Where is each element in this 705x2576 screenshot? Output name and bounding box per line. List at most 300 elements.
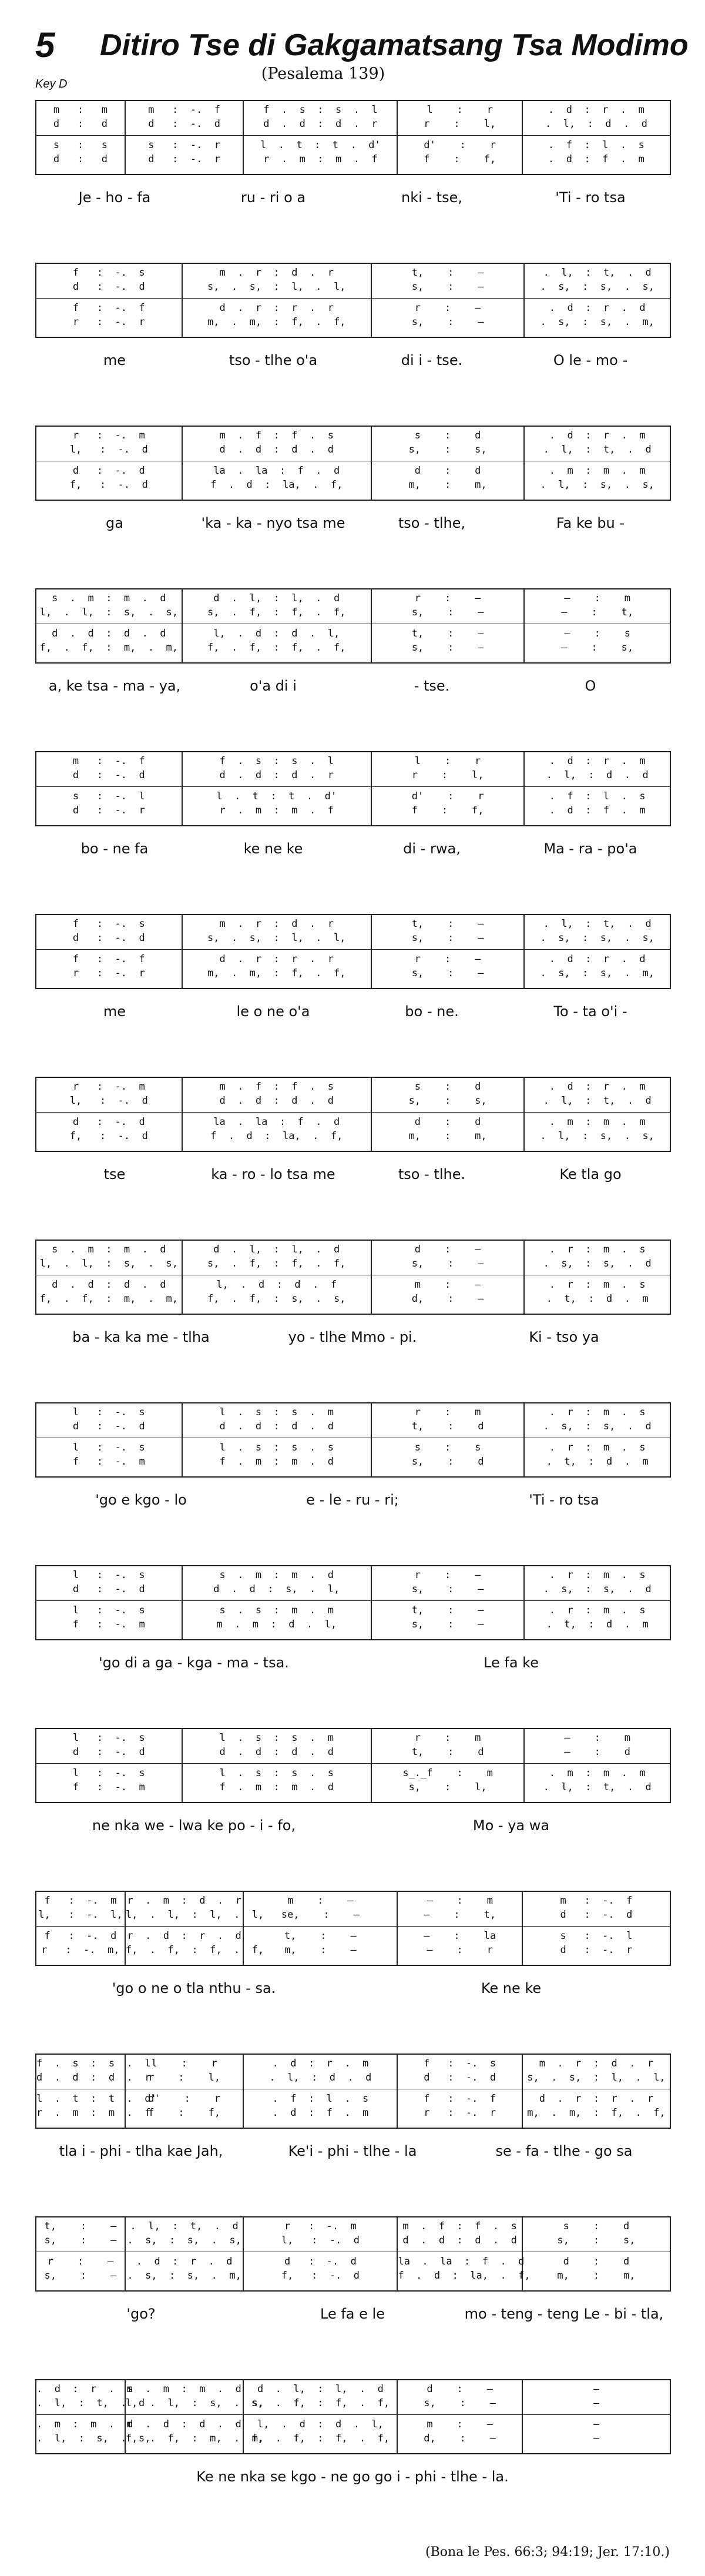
- voice-line: l : r: [151, 2058, 217, 2069]
- measure: [525, 427, 670, 500]
- voice-line: s, : s,: [557, 2235, 636, 2246]
- voice-line: . s, : s, . d: [543, 1421, 652, 1432]
- voice-line: d : -. d: [560, 1909, 633, 1921]
- voice-line: la . la : f . d: [213, 1116, 340, 1128]
- voice-line: s, . f, : f, . f,: [207, 1258, 346, 1269]
- voice-line: r : —: [414, 592, 481, 604]
- voice-line: m . f : f . s: [219, 1081, 334, 1093]
- measure: [36, 427, 183, 500]
- lyrics-line: [35, 1980, 670, 2004]
- voice-line: f . m : m . d: [219, 1781, 334, 1793]
- voice-line: s, : —: [411, 642, 484, 654]
- voice-line: . r : m . s: [549, 1442, 646, 1453]
- voice-line: d, : —: [411, 1293, 484, 1305]
- voice-line: . l, : t, . d: [543, 1781, 652, 1793]
- voice-line: s : -. l: [560, 1930, 633, 1942]
- lyric-fragment: 'go di a ga - kga - ma - tsa.: [99, 1654, 289, 1671]
- measure: [36, 2055, 157, 2128]
- staff-divider: [372, 1600, 524, 1601]
- voice-line: l . s : s . m: [219, 1406, 334, 1418]
- voice-line: f : -. m: [72, 1781, 145, 1793]
- voice-line: r : —: [47, 2256, 114, 2267]
- voice-line: d : d: [53, 153, 108, 165]
- hymn-header: [0, 0, 705, 94]
- voice-line: m, : m,: [557, 2270, 636, 2282]
- voice-line: s, : l,: [408, 1781, 487, 1793]
- voice-line: d : -. r: [148, 153, 221, 165]
- measure: [183, 427, 372, 500]
- staff-system: [35, 426, 671, 501]
- voice-line: . l, : t, . d: [543, 444, 652, 455]
- measure: [36, 1241, 183, 1314]
- measure: [372, 1078, 525, 1151]
- voice-line: —: [593, 2383, 600, 2395]
- measure: [125, 1892, 264, 1965]
- lyrics-line: [35, 1003, 670, 1027]
- voice-line: s, : —: [411, 932, 484, 944]
- voice-line: s, . s, : l, . l,: [207, 281, 346, 293]
- measure: [372, 1241, 525, 1314]
- lyric-fragment: le o ne o'a: [236, 1003, 310, 1020]
- measure: [525, 1078, 670, 1151]
- voice-line: d . d : d . r: [219, 769, 334, 781]
- measure: [398, 101, 522, 174]
- lyrics-line: [35, 515, 670, 538]
- voice-line: d : d: [414, 1116, 481, 1128]
- voice-line: s, : —: [424, 2397, 496, 2409]
- staff-divider: [36, 949, 182, 950]
- voice-line: t, : —: [411, 267, 484, 279]
- measure: [523, 1892, 670, 1965]
- voice-line: f, . f, : f, . f,: [125, 1944, 264, 1956]
- voice-line: . f : l . s: [272, 2093, 369, 2105]
- voice-line: . d : f . m: [548, 153, 644, 165]
- voice-line: . l, : t, . d: [543, 918, 652, 930]
- voice-line: r : l,: [411, 769, 484, 781]
- voice-line: d . d : d . d: [52, 1279, 166, 1291]
- staff-divider: [525, 1600, 670, 1601]
- voice-line: . d : r . d: [549, 953, 646, 965]
- lyric-fragment: 'ka - ka - nyo tsa me: [201, 515, 345, 531]
- staff-divider: [126, 2414, 243, 2415]
- lyrics-line: [35, 1817, 670, 1841]
- voice-line: d . d : d . d: [402, 2235, 517, 2246]
- lyric-fragment: 'go?: [126, 2306, 156, 2322]
- lyric-fragment: ba - ka ka me - tlha: [72, 1329, 210, 1345]
- voice-line: m : —: [414, 1279, 481, 1291]
- voice-line: f : -. d: [44, 1930, 117, 1942]
- voice-line: s, : —: [411, 1258, 484, 1269]
- voice-line: d : -. d: [72, 1583, 145, 1595]
- measure: [398, 2380, 522, 2453]
- voice-line: d' : r: [424, 139, 496, 151]
- voice-line: la . la : f . d: [213, 465, 340, 477]
- score-section: [35, 1077, 670, 1240]
- lyric-fragment: Je - ho - fa: [78, 189, 151, 206]
- lyric-fragment: me: [103, 352, 126, 369]
- staff-divider: [372, 1112, 524, 1113]
- voice-line: . d : r . m: [36, 2383, 133, 2395]
- staff-divider: [523, 2414, 670, 2415]
- staff-system: [35, 1565, 671, 1640]
- voice-line: . s, : s, . d: [543, 1258, 652, 1269]
- measure: [372, 1403, 525, 1476]
- voice-line: f : f,: [411, 805, 484, 816]
- measure: [398, 2217, 531, 2290]
- voice-line: . t, : d . m: [546, 1456, 649, 1468]
- measure: [372, 427, 525, 500]
- measure: [372, 1566, 525, 1639]
- voice-line: r . m : m . f: [36, 2107, 151, 2119]
- score-section: [35, 100, 670, 263]
- voice-line: l . s : s . s: [219, 1442, 334, 1453]
- voice-line: — : r: [427, 1944, 493, 1956]
- measure: [372, 752, 525, 825]
- staff-divider: [183, 298, 371, 299]
- voice-line: d : -. r: [72, 805, 145, 816]
- voice-line: r : -. r: [72, 967, 145, 979]
- staff-system: [35, 914, 671, 989]
- score-section: [35, 588, 670, 751]
- measure: [183, 1566, 372, 1639]
- score-section: [35, 914, 670, 1077]
- voice-line: d : -. d: [284, 2256, 357, 2267]
- lyric-fragment: Ki - tso ya: [529, 1329, 599, 1345]
- lyrics-line: [35, 2143, 670, 2166]
- hymn-subtitle: (Pesalema 139): [261, 65, 385, 83]
- lyric-fragment: mo - teng - teng Le - bi - tla,: [464, 2306, 664, 2322]
- score-section: [35, 751, 670, 914]
- measure: [523, 2380, 670, 2453]
- voice-line: l : -. s: [72, 1569, 145, 1581]
- voice-line: s, : d: [411, 1456, 484, 1468]
- voice-line: — : la: [424, 1930, 496, 1942]
- voice-line: d . d : d . d: [127, 2418, 241, 2430]
- measure: [398, 2055, 522, 2128]
- score-section: [35, 2054, 670, 2216]
- score-section: [35, 263, 670, 426]
- voice-line: . r : m . s: [549, 1569, 646, 1581]
- voice-line: f, . f, : s, . s,: [207, 1293, 346, 1305]
- scripture-reference: (Bona le Pes. 66:3; 94:19; Jer. 17:10.): [425, 2545, 670, 2560]
- measure: [183, 589, 372, 662]
- voice-line: d : d: [414, 465, 481, 477]
- voice-line: s, : s,: [408, 444, 487, 455]
- voice-line: l . t : t . d': [260, 139, 381, 151]
- lyric-fragment: 'Ti - ro tsa: [529, 1492, 599, 1508]
- staff-system: [35, 588, 671, 664]
- lyric-fragment: 'go e kgo - lo: [95, 1492, 187, 1508]
- staff-divider: [183, 1600, 371, 1601]
- voice-line: m, : m,: [408, 1130, 487, 1142]
- voice-line: l : -. s: [72, 1767, 145, 1779]
- staff-divider: [126, 1926, 243, 1927]
- staff-divider: [126, 135, 243, 136]
- voice-line: f, . f, : m, . m,: [39, 1293, 179, 1305]
- measure: [183, 752, 372, 825]
- voice-line: . f : l . s: [548, 139, 644, 151]
- voice-line: f . s : s . l: [36, 2058, 151, 2069]
- voice-line: . s, : s, . m,: [540, 967, 654, 979]
- measure: [372, 264, 525, 337]
- voice-line: f . d : la, . f,: [210, 479, 343, 491]
- lyrics-line: [35, 1654, 670, 1678]
- measure: [525, 915, 670, 988]
- staff-divider: [525, 1112, 670, 1113]
- measure: [183, 1729, 372, 1802]
- lyrics-line: [35, 1492, 670, 1515]
- measure: [523, 101, 670, 174]
- voice-line: l, . d : d . l,: [213, 628, 340, 639]
- voice-line: . s, : s, . m,: [540, 316, 654, 328]
- lyric-fragment: a, ke tsa - ma - ya,: [48, 678, 181, 694]
- voice-line: f . d : la, . f,: [398, 2270, 531, 2282]
- voice-line: . s, : s, . m,: [127, 2270, 241, 2282]
- voice-line: . l, : t, . d: [130, 2220, 239, 2232]
- measure: [244, 101, 398, 174]
- staff-divider: [372, 1763, 524, 1764]
- voice-line: d . r : r . r: [539, 2093, 654, 2105]
- voice-line: l . t : t . d': [216, 790, 337, 802]
- voice-line: s . m : m . d: [52, 1244, 166, 1255]
- voice-line: s, : —: [44, 2235, 117, 2246]
- measure: [36, 1078, 183, 1151]
- voice-line: s_._f : m: [402, 1767, 493, 1779]
- voice-line: —: [593, 2418, 600, 2430]
- lyric-fragment: Ke'i - phi - tlhe - la: [288, 2143, 417, 2159]
- voice-line: r . m : m . f: [219, 805, 334, 816]
- voice-line: m, . m, : f, . f,: [207, 316, 346, 328]
- lyric-fragment: O: [585, 678, 596, 694]
- measure: [525, 1403, 670, 1476]
- voice-line: la . la : f . d: [398, 2256, 525, 2267]
- voice-line: s . s : m . m: [219, 1604, 334, 1616]
- voice-line: l : r: [414, 755, 481, 767]
- voice-line: t, : d: [411, 1421, 484, 1432]
- voice-line: d' : r: [411, 790, 484, 802]
- voice-line: s, : —: [411, 316, 484, 328]
- measure: [183, 1241, 372, 1314]
- voice-line: t, : —: [284, 1930, 357, 1942]
- voice-line: l : -. s: [72, 1604, 145, 1616]
- score-section: [35, 2379, 670, 2542]
- voice-line: — : t,: [424, 1909, 496, 1921]
- voice-line: d : -. r: [560, 1944, 633, 1956]
- lyric-fragment: ga: [106, 515, 123, 531]
- voice-line: s, : —: [44, 2270, 117, 2282]
- voice-line: s, : —: [411, 281, 484, 293]
- voice-line: . d : f . m: [272, 2107, 369, 2119]
- lyric-fragment: Ke ne nka se kgo - ne go go i - phi - tlhe - la.: [196, 2468, 509, 2485]
- voice-line: l, . l, : s, . s,: [39, 1258, 179, 1269]
- staff-divider: [244, 1926, 397, 1927]
- lyric-fragment: O le - mo -: [553, 352, 628, 369]
- hymn-title: Ditiro Tse di Gakgamatsang Tsa Modimo: [100, 28, 689, 62]
- voice-line: d : d: [563, 2256, 630, 2267]
- voice-line: l, : -. l,: [38, 1909, 123, 1921]
- lyric-fragment: 'go o ne o tla nthu - sa.: [112, 1980, 276, 1997]
- measure: [36, 589, 183, 662]
- staff-divider: [36, 1112, 182, 1113]
- voice-line: — : m: [427, 1895, 493, 1907]
- staff-divider: [525, 786, 670, 787]
- voice-line: . m : m . m: [36, 2418, 133, 2430]
- measure: [183, 1403, 372, 1476]
- voice-line: s : d: [563, 2220, 630, 2232]
- voice-line: . m : m . m: [549, 1767, 646, 1779]
- lyric-fragment: tse: [103, 1166, 126, 1183]
- lyrics-line: [35, 352, 670, 376]
- voice-line: s, . s, : l, . l,: [527, 2072, 666, 2083]
- lyrics-line: [35, 678, 670, 701]
- voice-line: f : -. f: [424, 2093, 496, 2105]
- score-section: [35, 1565, 670, 1728]
- voice-line: . m : m . m: [549, 1116, 646, 1128]
- staff-divider: [36, 786, 182, 787]
- measure: [244, 2380, 398, 2453]
- voice-line: . s, : s, . s,: [540, 281, 654, 293]
- voice-line: . l, : d . d: [546, 769, 649, 781]
- voice-line: f : -. f: [72, 953, 145, 965]
- score-section: [35, 2216, 670, 2379]
- lyric-fragment: e - le - ru - ri;: [306, 1492, 399, 1508]
- voice-line: d : -. d: [148, 118, 221, 130]
- voice-line: . l, : t, . d: [36, 2397, 145, 2409]
- lyrics-line: [35, 2306, 670, 2329]
- voice-line: s : d: [414, 430, 481, 441]
- voice-line: . d : f . m: [549, 805, 646, 816]
- voice-line: d . r : r . r: [219, 302, 334, 314]
- lyric-fragment: Ke ne ke: [481, 1980, 542, 1997]
- lyric-fragment: tla i - phi - tlha kae Jah,: [59, 2143, 223, 2159]
- measure: [126, 101, 244, 174]
- voice-line: f . d : la, . f,: [210, 1130, 343, 1142]
- lyric-fragment: se - fa - tlhe - go sa: [495, 2143, 633, 2159]
- voice-line: s, . f, : f, . f,: [251, 2397, 390, 2409]
- voice-line: . r : m . s: [549, 1244, 646, 1255]
- staff-divider: [36, 1926, 125, 1927]
- measure: [36, 752, 183, 825]
- voice-line: d . r : r . r: [219, 953, 334, 965]
- voice-line: . l, : t, . d: [543, 267, 652, 279]
- measure: [372, 1729, 525, 1802]
- voice-line: . d : r . d: [549, 302, 646, 314]
- voice-line: . l, : d . d: [269, 2072, 372, 2083]
- voice-line: . s, : s, . s,: [127, 2235, 241, 2246]
- voice-line: s : -. r: [148, 139, 221, 151]
- measure: [126, 2055, 244, 2128]
- voice-line: t, : —: [411, 918, 484, 930]
- measure: [244, 2217, 398, 2290]
- staff-divider: [398, 135, 521, 136]
- voice-line: d : —: [427, 2383, 493, 2395]
- lyric-fragment: ka - ro - lo tsa me: [211, 1166, 335, 1183]
- voice-line: . t, : d . m: [546, 1293, 649, 1305]
- measure: [126, 2217, 244, 2290]
- voice-line: m : m: [53, 104, 108, 116]
- voice-line: l . s : s . s: [219, 1767, 334, 1779]
- measure: [183, 915, 372, 988]
- voice-line: f, : -. d: [281, 2270, 360, 2282]
- voice-line: l . t : t . d': [36, 2093, 157, 2105]
- voice-line: . s, : s, . d: [543, 1583, 652, 1595]
- measure: [36, 101, 126, 174]
- lyric-fragment: Le fa ke: [484, 1654, 539, 1671]
- score-section: [35, 426, 670, 588]
- voice-line: — : d: [564, 1746, 630, 1758]
- voice-line: s . m : m . d: [127, 2383, 241, 2395]
- measure: [36, 264, 183, 337]
- lyric-fragment: 'Ti - ro tsa: [555, 189, 626, 206]
- lyric-fragment: tso - tlhe o'a: [229, 352, 318, 369]
- voice-line: . l, : s, . s,: [36, 2433, 151, 2444]
- voice-line: f . m : m . d: [219, 1456, 334, 1468]
- staff-divider: [398, 1926, 521, 1927]
- voice-line: . d : r . m: [548, 104, 644, 116]
- voice-line: l : -. s: [72, 1442, 145, 1453]
- voice-line: — : m: [564, 592, 630, 604]
- staff-divider: [525, 949, 670, 950]
- voice-line: s : s: [53, 139, 108, 151]
- voice-line: r : -. m: [284, 2220, 357, 2232]
- lyric-fragment: Ke tla go: [559, 1166, 622, 1183]
- staff-divider: [398, 2414, 521, 2415]
- voice-line: r : l,: [148, 2072, 221, 2083]
- voice-line: m : —: [287, 1895, 354, 1907]
- voice-line: —: [593, 2397, 600, 2409]
- voice-line: f : -. s: [424, 2058, 496, 2069]
- voice-line: r : -. r: [424, 2107, 496, 2119]
- measure: [372, 589, 525, 662]
- score-section: [35, 1728, 670, 1891]
- voice-line: d . d : s, . l,: [213, 1583, 340, 1595]
- staff-system: [35, 2379, 671, 2454]
- staff-system: [35, 263, 671, 338]
- voice-line: f . s : s . l: [263, 104, 378, 116]
- staff-system: [35, 751, 671, 826]
- voice-line: m . r : d . r: [219, 267, 334, 279]
- lyric-fragment: ne nka we - lwa ke po - i - fo,: [92, 1817, 296, 1834]
- voice-line: d . d : d . d: [219, 444, 334, 455]
- staff-divider: [372, 298, 524, 299]
- voice-line: . s, : s, . s,: [540, 932, 654, 944]
- voice-line: . l, : d . d: [545, 118, 647, 130]
- lyric-fragment: Fa ke bu -: [556, 515, 625, 531]
- voice-line: s, . s, : l, . l,: [207, 932, 346, 944]
- voice-line: . d : r . m: [549, 755, 646, 767]
- voice-line: f : -. m: [44, 1895, 117, 1907]
- lyric-fragment: - tse.: [414, 678, 450, 694]
- voice-line: d . l, : l, . d: [213, 592, 340, 604]
- measure: [525, 752, 670, 825]
- voice-line: . r : m . s: [549, 1604, 646, 1616]
- lyrics-line: [35, 1329, 670, 1352]
- staff-system: [35, 2216, 671, 2292]
- staff-divider: [183, 786, 371, 787]
- lyric-fragment: di - rwa,: [403, 840, 461, 857]
- voice-line: d . d : d . r: [263, 118, 378, 130]
- voice-line: . r : m . s: [549, 1279, 646, 1291]
- voice-line: d : d: [53, 118, 108, 130]
- voice-line: s, . f, : f, . f,: [207, 607, 346, 618]
- lyric-fragment: bo - ne.: [405, 1003, 459, 1020]
- measure: [36, 1566, 183, 1639]
- measure: [525, 1729, 670, 1802]
- voice-line: — : s: [564, 628, 630, 639]
- voice-line: l, . d : d . f: [216, 1279, 337, 1291]
- lyric-fragment: tso - tlhe,: [398, 515, 466, 531]
- voice-line: s, : —: [411, 607, 484, 618]
